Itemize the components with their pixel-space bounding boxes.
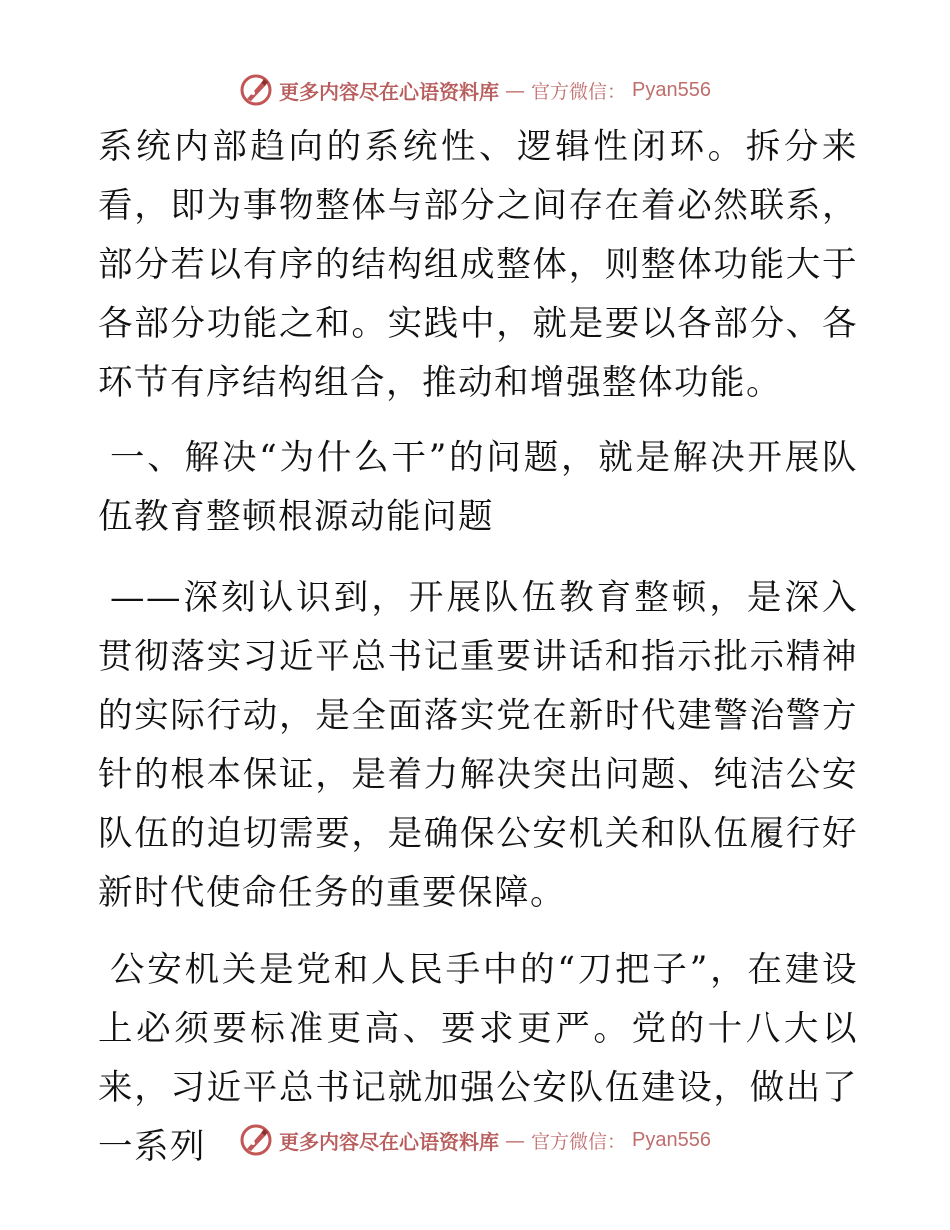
banner-content <box>239 73 711 107</box>
section-heading-why: 一、解决“为什么干”的问题，就是解决开展队伍教育整顿根源动能问题 <box>98 438 858 537</box>
document-body <box>98 118 858 1177</box>
paragraph-system-closure: 系统内部趋向的系统性、逻辑性闭环。拆分来看，即为事物整体与部分之间存在着必然联系，部分若以有序的结构组成整体，则整体功能大于各部分功能之和。实践中，就是要以各部分、各环节有序结构组合，推动和增强整体功能。 <box>98 127 858 403</box>
header-watermark-banner <box>0 70 950 110</box>
paragraph-public-security: 公安机关是党和人民手中的“刀把子”，在建设上必须要标准更高、要求更严。党的十八大以来，习近平总书记就加强公安队伍建设，做出了一系列 <box>98 950 858 1167</box>
banner-site-text: 更多内容尽在心语资料库 <box>279 1129 499 1154</box>
banner-site-text: 更多内容尽在心语资料库 <box>279 79 499 104</box>
banner-wechat-id: Pyan556 <box>632 1128 711 1151</box>
paragraph-deep-understanding: ——深刻认识到，开展队伍教育整顿，是深入贯彻落实习近平总书记重要讲话和指示批示精神的实际行动，是全面落实党在新时代建警治警方针的根本保证，是着力解决突出问题、纯洁公安队伍的迫切需要，是确保公安机关和队伍履行好新时代使命任务的重要保障。 <box>98 578 858 913</box>
banner-wechat-id: Pyan556 <box>632 78 711 101</box>
banner-content <box>239 1123 711 1157</box>
footer-watermark-banner <box>0 1120 950 1160</box>
banner-wechat-label: 官方微信： <box>531 1130 627 1153</box>
banner-dash: — <box>505 1128 525 1152</box>
banner-dash: — <box>505 78 525 102</box>
pen-logo-icon <box>239 73 273 107</box>
banner-wechat-label: 官方微信： <box>531 80 627 103</box>
pen-logo-icon <box>239 1123 273 1157</box>
